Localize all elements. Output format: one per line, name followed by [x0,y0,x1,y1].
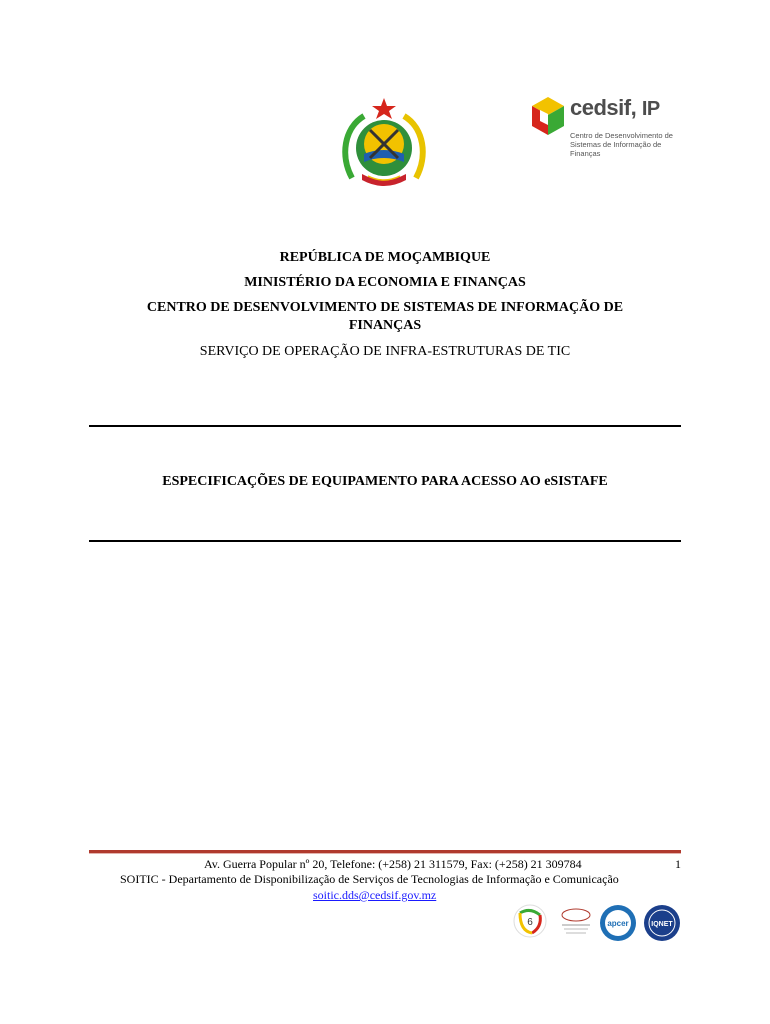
cedsif-subtitle-line1: Centro de Desenvolvimento de [570,131,673,140]
footer-department: SOITIC - Departamento de Disponibilização de Serviços de Tecnologias de Informação e Comunicação [120,872,619,886]
cedsif-logo [530,95,685,157]
cedsif-suffix: IP [641,98,660,120]
title-bottom-rule [89,540,681,542]
svg-text:apcer: apcer [607,919,629,928]
cedsif-name: cedsif, IP [570,95,660,120]
cedsif-subtitle-line2: Sistemas de Informação de Finanças [570,140,662,158]
header-line-centre-cont: FINANÇAS [348,318,422,333]
header-line-centre: CENTRO DE DESENVOLVIMENTO DE SISTEMAS DE INFORMAÇÃO DE [146,300,624,315]
svg-text:6: 6 [527,917,533,928]
apcer-iso-badge-icon [598,903,638,943]
footer-rule [89,850,681,854]
cedsif-name-text: cedsif [570,95,631,120]
iqnet-badge-icon [642,903,682,943]
cedsif-subtitle [570,131,690,158]
svg-text:IQNET: IQNET [651,921,673,928]
anniversary-badge-icon [512,903,548,939]
footer-email-link[interactable]: soitic.dds@cedsif.gov.mz [313,888,437,902]
header-line-ministry: MINISTÉRIO DA ECONOMIA E FINANÇAS [244,275,526,290]
page-number: 1 [675,857,681,871]
header-line-republic: REPÚBLICA DE MOÇAMBIQUE [279,250,491,265]
cedsif-cube-icon [530,95,566,137]
kenneth-badge-icon [556,903,596,939]
title-top-rule [89,425,681,427]
footer-address: Av. Guerra Popular nº 20, Telefone: (+258) 21 311579, Fax: (+258) 21 309784 [204,857,582,871]
mozambique-coat-of-arms-icon [336,96,432,192]
document-title: ESPECIFICAÇÕES DE EQUIPAMENTO PARA ACESSO AO eSISTAFE [162,474,608,489]
header-line-service: SERVIÇO DE OPERAÇÃO DE INFRA-ESTRUTURAS DE TIC [199,344,571,359]
